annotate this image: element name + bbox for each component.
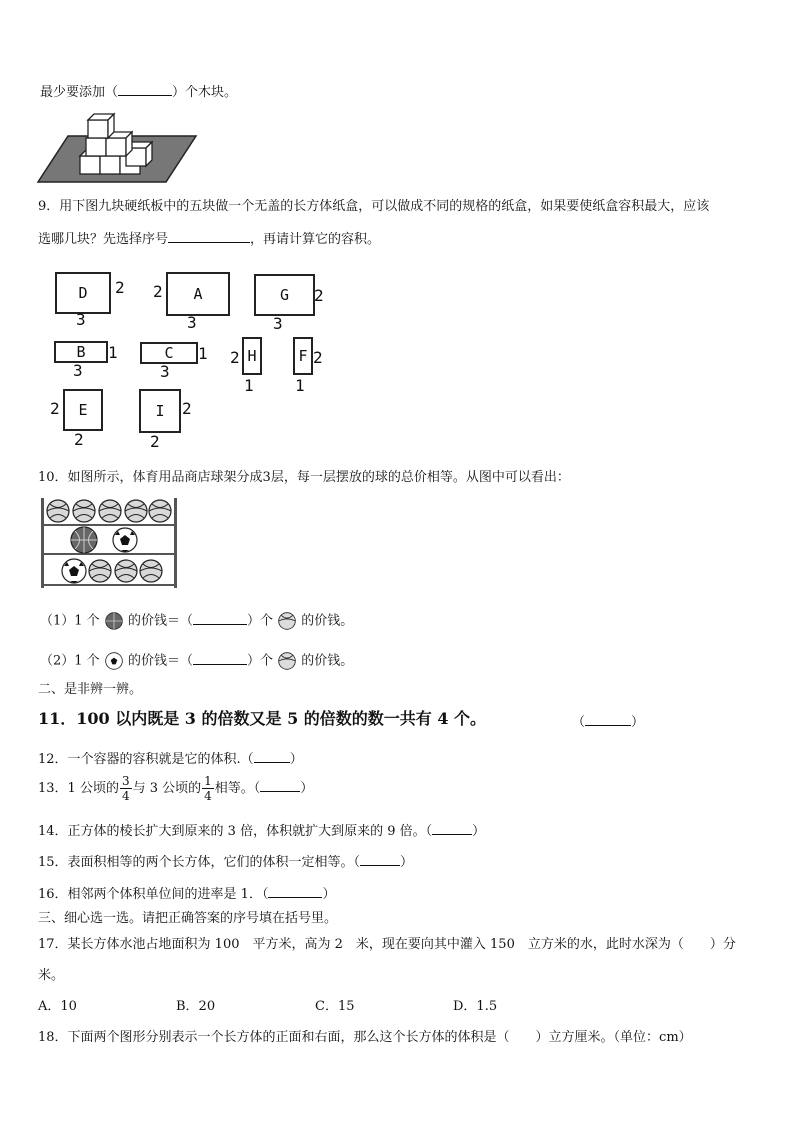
q14: 14．正方体的棱长扩大到原来的 3 倍，体积就扩大到原来的 9 倍。（ ）	[38, 824, 486, 839]
cube-stack-figure	[38, 106, 198, 184]
answer-blank[interactable]	[268, 886, 322, 898]
board-i-side: 2	[182, 399, 192, 418]
board-g-bottom: 3	[273, 314, 283, 333]
answer-blank[interactable]	[118, 84, 172, 96]
board-b-side: 1	[108, 343, 118, 362]
board-e-bottom: 2	[74, 430, 84, 449]
board-e: E	[63, 389, 103, 431]
q17-option-b[interactable]: B．20	[176, 999, 216, 1014]
q11-answer: （ ）	[572, 715, 645, 730]
q9-stem-line2: 选哪几块？先选择序号 ，再请计算它的容积。	[38, 232, 381, 247]
q17-option-d[interactable]: D．1.5	[453, 999, 498, 1014]
ball-rack-figure	[38, 496, 188, 590]
q16: 16．相邻两个体积单位间的进率是 1．（ ）	[38, 887, 336, 902]
board-i-bottom: 2	[150, 432, 160, 451]
q17-line1: 17．某长方体水池占地面积为 100 平方米，高为 2 米，现在要向其中灌入 150 立方米的水，此时水深为（ ）分	[38, 937, 736, 952]
board-a: A	[166, 272, 230, 316]
answer-blank[interactable]	[193, 613, 247, 625]
soccer-ball-icon	[104, 651, 124, 671]
board-d-side: 2	[115, 278, 125, 297]
q15: 15．表面积相等的两个长方体，它们的体积一定相等。（ ）	[38, 855, 414, 870]
board-d-bottom: 3	[76, 310, 86, 329]
section-2-heading: 二、是非辨一辨。	[38, 682, 143, 697]
board-g-side: 2	[314, 286, 324, 305]
board-i: I	[139, 389, 181, 433]
board-a-bottom: 3	[187, 313, 197, 332]
board-b: B	[54, 341, 108, 363]
answer-blank[interactable]	[260, 780, 300, 792]
board-f-bottom: 1	[295, 376, 305, 395]
board-h-bottom: 1	[244, 376, 254, 395]
board-d: D	[55, 272, 111, 314]
answer-blank[interactable]	[432, 823, 472, 835]
answer-blank[interactable]	[193, 653, 247, 665]
q12: 12．一个容器的容积就是它的体积.（ ）	[38, 752, 303, 767]
q10-sub1: （1）1 个 的价钱＝（ ）个 的价钱。	[40, 611, 353, 631]
q18: 18．下面两个图形分别表示一个长方体的正面和右面，那么这个长方体的体积是（ ）立方厘米。（单位：cm）	[38, 1030, 692, 1045]
board-h-side: 2	[230, 348, 240, 367]
q11: 11．100 以内既是 3 的倍数又是 5 的倍数的数一共有 4 个。	[38, 709, 487, 728]
board-f-side: 2	[313, 348, 323, 367]
board-c: C	[140, 342, 198, 364]
answer-blank[interactable]	[585, 714, 631, 726]
answer-blank[interactable]	[254, 751, 290, 763]
volleyball-icon	[277, 611, 297, 631]
q8-tail: 最少要添加（ ）个木块。	[40, 85, 238, 100]
board-h: H	[242, 337, 262, 375]
basketball-icon	[104, 611, 124, 631]
answer-blank[interactable]	[168, 231, 250, 243]
board-a-side: 2	[153, 282, 163, 301]
q17-option-c[interactable]: C．15	[315, 999, 355, 1014]
q10-sub2: （2）1 个 的价钱＝（ ）个 的价钱。	[40, 651, 353, 671]
q17-option-a[interactable]: A．10	[38, 999, 77, 1014]
fraction: $\frac{3}{4}$	[121, 774, 130, 803]
q10-stem: 10．如图所示，体育用品商店球架分成3层，每一层摆放的球的总价相等。从图中可以看出：	[38, 470, 570, 485]
section-3-heading: 三、细心选一选。请把正确答案的序号填在括号里。	[38, 911, 338, 926]
volleyball-icon	[277, 651, 297, 671]
board-b-bottom: 3	[73, 361, 83, 380]
q17-line2: 米。	[38, 968, 65, 983]
board-e-side: 2	[50, 399, 60, 418]
board-c-side: 1	[198, 344, 208, 363]
board-c-bottom: 3	[160, 362, 170, 381]
q9-stem-line1: 9．用下图九块硬纸板中的五块做一个无盖的长方体纸盒，可以做成不同的规格的纸盒，如果要使纸盒容积最大，应该	[38, 199, 710, 214]
board-f: F	[293, 337, 313, 375]
answer-blank[interactable]	[360, 854, 400, 866]
board-g: G	[254, 274, 315, 316]
fraction: $\frac{1}{4}$	[204, 774, 212, 803]
q13: 13．1 公顷的 $\frac{3}{4}$ 与 3 公顷的 $\frac{1}{4}$ 相等。（ ）	[38, 774, 314, 803]
